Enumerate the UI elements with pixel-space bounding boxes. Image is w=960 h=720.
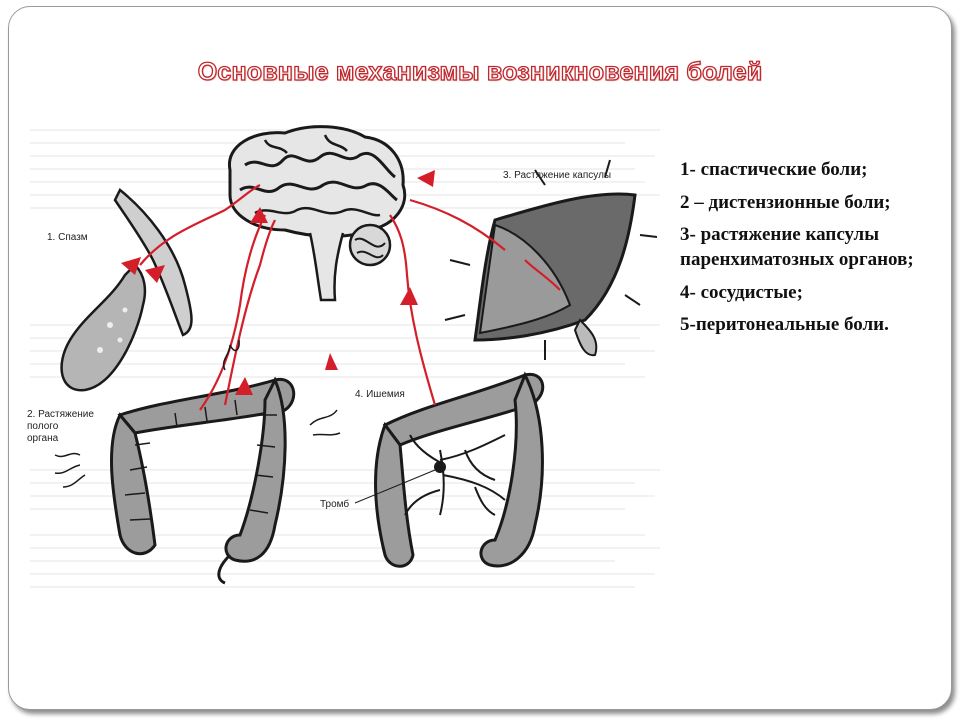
legend-item-spastic: 1- спастические боли;	[680, 159, 868, 180]
mesentery-vessels	[405, 435, 505, 515]
gallbladder-drawing	[62, 190, 192, 390]
label-distension-3: органа	[27, 433, 59, 444]
label-spasm: 1. Спазм	[47, 232, 88, 243]
liver-capsule-drawing	[445, 160, 657, 360]
label-distension-2: полого	[27, 421, 59, 432]
legend-item-vascular: 4- сосудистые;	[680, 281, 803, 303]
label-ischemia: 4. Ишемия	[355, 389, 405, 400]
slide-title: Основные механизмы возникновения болей	[197, 58, 763, 86]
label-capsule: 3. Растяжение капсулы	[503, 170, 612, 181]
legend-list	[680, 158, 940, 346]
legend-item-peritoneal: 5-перитонеальные боли.	[680, 314, 889, 336]
label-distension-1: 2. Растяжение	[27, 409, 94, 420]
thrombus-marker	[434, 461, 446, 473]
colon-distension-drawing	[111, 379, 293, 583]
legend-item-distension: 2 – дистензионные боли;	[680, 191, 891, 213]
label-thrombus: Тромб	[320, 499, 350, 510]
pain-mechanisms-illustration	[25, 115, 665, 600]
legend-item-capsule: 3- растяжение капсулы паренхиматозных органов;	[680, 224, 914, 271]
